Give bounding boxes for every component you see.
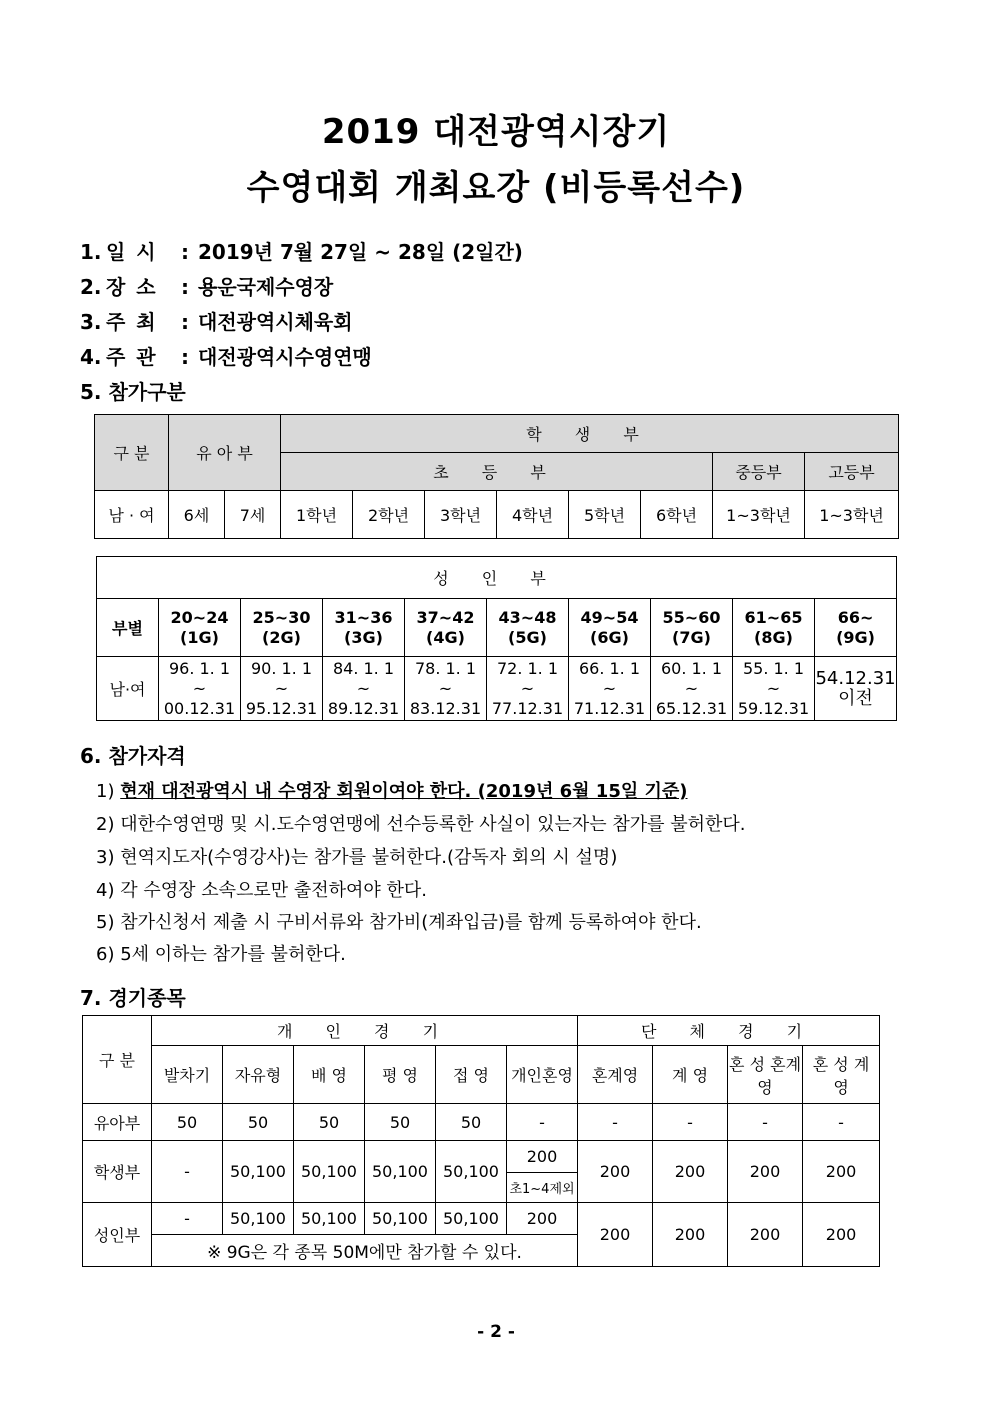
cell-adult-free-relay: 200 xyxy=(653,1203,728,1267)
cell-adult-im: 200 xyxy=(507,1203,578,1235)
cell-adult-free: 50,100 xyxy=(223,1203,294,1235)
row-label-yua: 유아부 xyxy=(83,1104,152,1141)
cell-yua-free: 50 xyxy=(223,1104,294,1141)
cell-student-fly: 50,100 xyxy=(436,1141,507,1203)
info-host: 3. 주 최 : 대전광역시체육회 xyxy=(80,310,353,334)
col-kick: 발차기 xyxy=(152,1046,223,1104)
cell-grade-4: 4학년 xyxy=(497,491,569,539)
birth-3g: 84. 1. 1 ~ 89.12.31 xyxy=(323,657,405,721)
group-8g: 61~65 (8G) xyxy=(733,599,815,657)
cell-yua-medley-relay: - xyxy=(578,1104,653,1141)
header-yua: 유 아 부 xyxy=(169,415,281,491)
cell-adult-medley-relay: 200 xyxy=(578,1203,653,1267)
cell-high-grades: 1~3학년 xyxy=(805,491,899,539)
section-5-heading: 5. 참가구분 xyxy=(80,380,186,404)
row-label-adult: 성인부 xyxy=(83,1203,152,1267)
rule-3: 3) 현역지도자(수영강사)는 참가를 불허한다.(감독자 회의 시 설명) xyxy=(96,847,618,868)
cell-student-im: 200 xyxy=(507,1141,578,1173)
group-7g: 55~60 (7G) xyxy=(651,599,733,657)
cell-yua-back: 50 xyxy=(294,1104,365,1141)
cell-adult-fly: 50,100 xyxy=(436,1203,507,1235)
rule-1: 1) 현재 대전광역시 내 수영장 회원이여야 한다. (2019년 6월 15일 기준) xyxy=(96,781,688,802)
row-label-gender: 남 · 여 xyxy=(95,491,169,539)
cell-student-free: 50,100 xyxy=(223,1141,294,1203)
header-student: 학 생 부 xyxy=(281,415,899,453)
rule-5: 5) 참가신청서 제출 시 구비서류와 참가비(계좌입금)를 함께 등록하여야 한다. xyxy=(96,912,702,933)
group-4g: 37~42 (4G) xyxy=(405,599,487,657)
row-adult xyxy=(83,1203,880,1235)
cell-middle-grades: 1~3학년 xyxy=(713,491,805,539)
rule-2: 2) 대한수영연맹 및 시.도수영연맹에 선수등록한 사실이 있는자는 참가를 불허한다. xyxy=(96,814,746,835)
cell-age-7: 7세 xyxy=(225,491,281,539)
cell-grade-1: 1학년 xyxy=(281,491,353,539)
cell-yua-breast: 50 xyxy=(365,1104,436,1141)
info-venue: 2. 장 소 : 용운국제수영장 xyxy=(80,275,334,299)
col-mixed-freestyle-relay: 혼 성 계 영 xyxy=(803,1046,880,1104)
col-freestyle: 자유형 xyxy=(223,1046,294,1104)
cell-age-6: 6세 xyxy=(169,491,225,539)
col-individual-medley: 개인혼영 xyxy=(507,1046,578,1104)
group-9g: 66~ (9G) xyxy=(815,599,897,657)
events-header-team: 단 체 경 기 xyxy=(578,1016,880,1046)
cell-grade-6: 6학년 xyxy=(641,491,713,539)
info-organizer-value: 대전광역시수영연맹 xyxy=(198,345,372,369)
cell-student-kick: - xyxy=(152,1141,223,1203)
cell-adult-kick: - xyxy=(152,1203,223,1235)
col-breaststroke: 평 영 xyxy=(365,1046,436,1104)
birth-9g: 54.12.31 이전 xyxy=(815,657,897,721)
row-label-gender-adult: 남·여 xyxy=(97,657,159,721)
cell-adult-back: 50,100 xyxy=(294,1203,365,1235)
row-student xyxy=(83,1141,880,1173)
birth-7g: 60. 1. 1 ~ 65.12.31 xyxy=(651,657,733,721)
page-number: - 2 - xyxy=(477,1322,515,1342)
cell-student-medley-relay: 200 xyxy=(578,1141,653,1203)
cell-yua-im: - xyxy=(507,1104,578,1141)
cell-student-breast: 50,100 xyxy=(365,1141,436,1203)
birth-5g: 72. 1. 1 ~ 77.12.31 xyxy=(487,657,569,721)
col-mixed-medley-relay: 혼 성 혼계영 xyxy=(728,1046,803,1104)
cell-grade-5: 5학년 xyxy=(569,491,641,539)
info-date-value: 2019년 7월 27일 ~ 28일 (2일간) xyxy=(198,240,523,264)
group-1g: 20~24 (1G) xyxy=(159,599,241,657)
birth-2g: 90. 1. 1 ~ 95.12.31 xyxy=(241,657,323,721)
adult-birth-row xyxy=(97,657,897,721)
cell-adult-breast: 50,100 xyxy=(365,1203,436,1235)
adult-note: ※ 9G은 각 종목 50M에만 참가할 수 있다. xyxy=(152,1235,578,1267)
col-backstroke: 배 영 xyxy=(294,1046,365,1104)
header-high: 고등부 xyxy=(805,453,899,491)
col-medley-relay: 혼계영 xyxy=(578,1046,653,1104)
info-date: 1. 일 시 : 2019년 7월 27일 ~ 28일 (2일간) xyxy=(80,240,523,264)
adult-group-table xyxy=(96,556,897,721)
group-5g: 43~48 (5G) xyxy=(487,599,569,657)
cell-student-mixed-free: 200 xyxy=(803,1141,880,1203)
col-freestyle-relay: 계 영 xyxy=(653,1046,728,1104)
row-label-student: 학생부 xyxy=(83,1141,152,1203)
page-title-line1: 2019 대전광역시장기 xyxy=(321,112,671,152)
cell-grade-3: 3학년 xyxy=(425,491,497,539)
birth-8g: 55. 1. 1 ~ 59.12.31 xyxy=(733,657,815,721)
cell-student-free-relay: 200 xyxy=(653,1141,728,1203)
rule-6: 6) 5세 이하는 참가를 불허한다. xyxy=(96,944,346,965)
label-bubyeol: 부별 xyxy=(97,599,159,657)
cell-yua-fly: 50 xyxy=(436,1104,507,1141)
group-3g: 31~36 (3G) xyxy=(323,599,405,657)
cell-grade-2: 2학년 xyxy=(353,491,425,539)
cell-student-im-note: 초1~4제외 xyxy=(507,1173,578,1203)
category-table xyxy=(94,414,899,539)
cell-adult-mixed-free: 200 xyxy=(803,1203,880,1267)
cell-yua-mixed-free: - xyxy=(803,1104,880,1141)
group-2g: 25~30 (2G) xyxy=(241,599,323,657)
header-middle: 중등부 xyxy=(713,453,805,491)
rule-4: 4) 각 수영장 소속으로만 출전하여야 한다. xyxy=(96,880,428,901)
events-table xyxy=(82,1015,880,1267)
header-gubun: 구 분 xyxy=(95,415,169,491)
cell-student-mixed-medley: 200 xyxy=(728,1141,803,1203)
birth-4g: 78. 1. 1 ~ 83.12.31 xyxy=(405,657,487,721)
section-6-heading: 6. 참가자격 xyxy=(80,744,186,768)
page-title-line2: 수영대회 개최요강 (비등록선수) xyxy=(246,168,746,208)
events-header-gubun: 구 분 xyxy=(83,1016,152,1104)
info-venue-value: 용운국제수영장 xyxy=(198,275,334,299)
cell-yua-free-relay: - xyxy=(653,1104,728,1141)
col-butterfly: 접 영 xyxy=(436,1046,507,1104)
cell-adult-mixed-medley: 200 xyxy=(728,1203,803,1267)
cell-student-back: 50,100 xyxy=(294,1141,365,1203)
events-header-individual: 개 인 경 기 xyxy=(152,1016,578,1046)
info-organizer: 4. 주 관 : 대전광역시수영연맹 xyxy=(80,345,372,369)
row-yua xyxy=(83,1104,880,1141)
birth-1g: 96. 1. 1 ~ 00.12.31 xyxy=(159,657,241,721)
info-host-value: 대전광역시체육회 xyxy=(198,310,353,334)
header-elementary: 초 등 부 xyxy=(281,453,713,491)
adult-header: 성 인 부 xyxy=(97,557,897,599)
birth-6g: 66. 1. 1 ~ 71.12.31 xyxy=(569,657,651,721)
adult-range-row xyxy=(97,599,897,657)
group-6g: 49~54 (6G) xyxy=(569,599,651,657)
cell-yua-mixed-medley: - xyxy=(728,1104,803,1141)
section-7-heading: 7. 경기종목 xyxy=(80,986,186,1010)
cell-yua-kick: 50 xyxy=(152,1104,223,1141)
